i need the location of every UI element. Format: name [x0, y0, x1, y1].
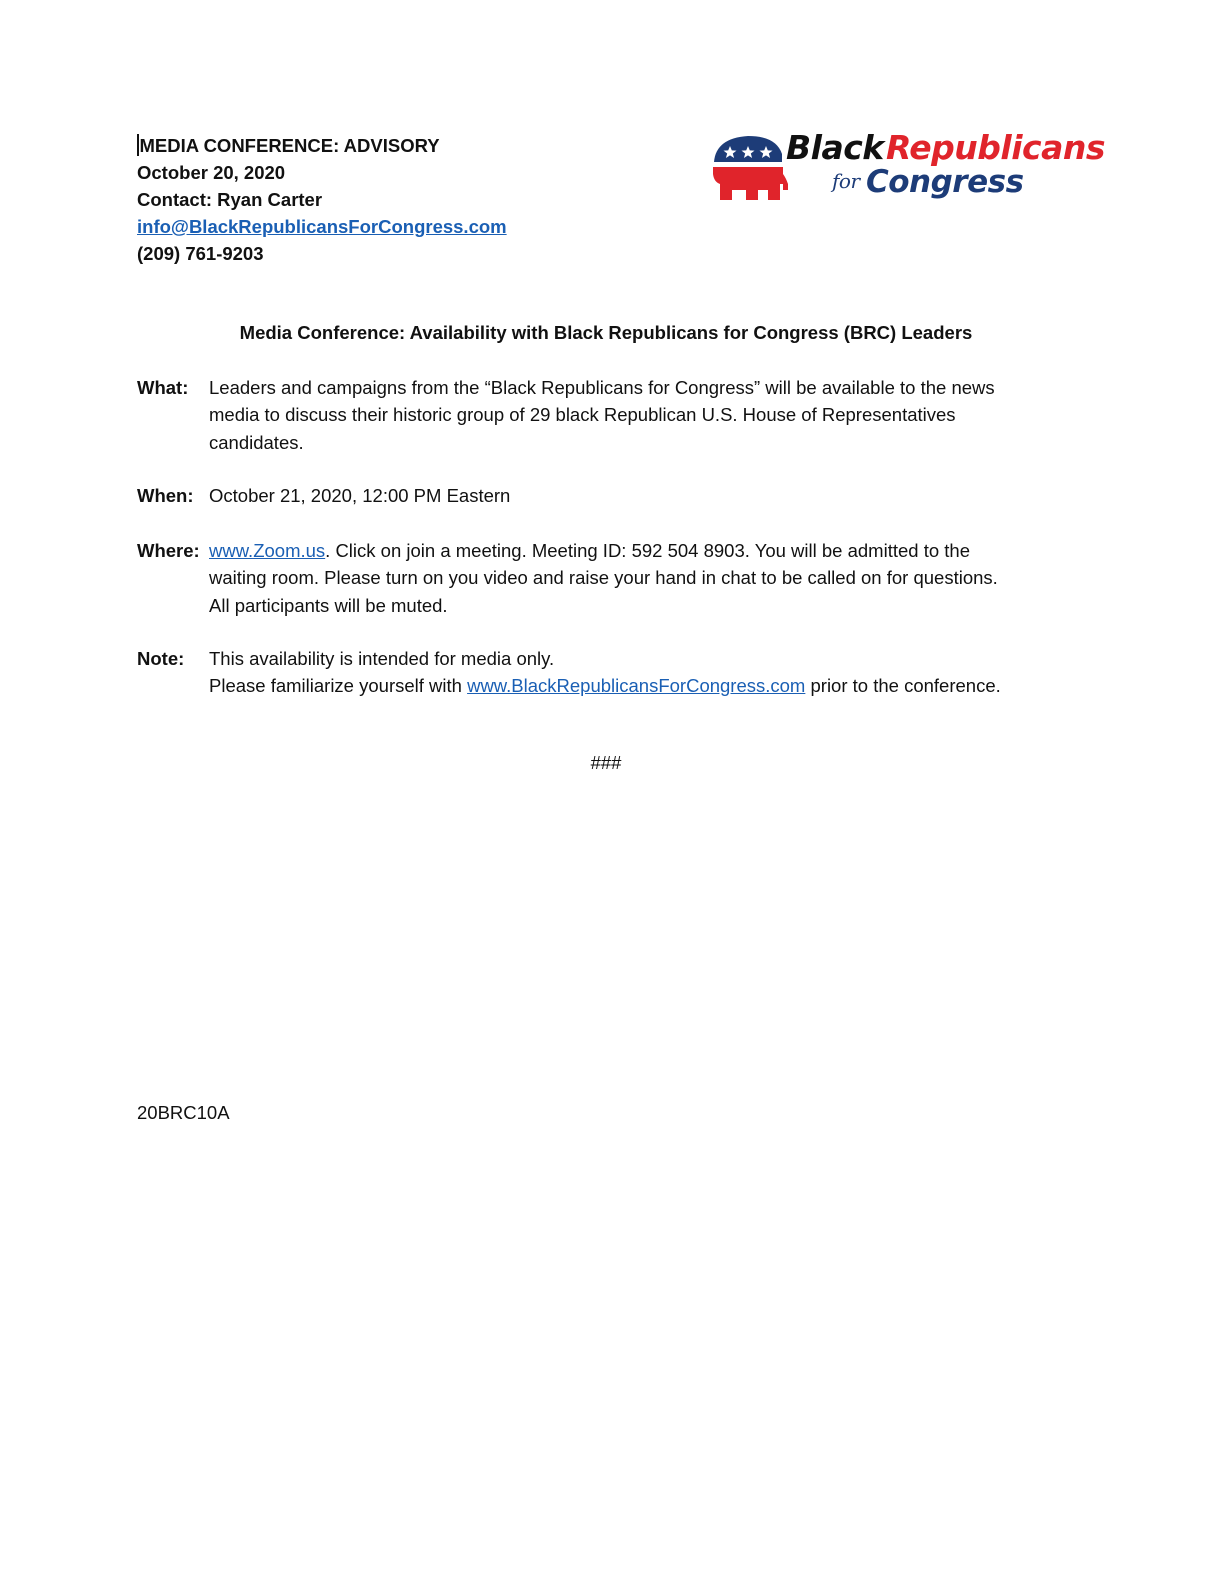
brc-logo — [710, 128, 1105, 212]
contact-name: Contact: Ryan Carter — [137, 189, 323, 210]
contact-email-link[interactable]: info@BlackRepublicansForCongress.com — [137, 216, 507, 237]
when-text: October 21, 2020, 12:00 PM Eastern — [209, 485, 511, 506]
when-label: When: — [137, 485, 194, 506]
where-text: . Click on join a meeting. Meeting ID: 592 504 8903. You will be admitted to the waiting room. Please turn on you video and raise your hand in chat to be called on for questions. All participants will be muted. — [209, 540, 998, 616]
what-label: What: — [137, 377, 189, 398]
contact-phone: (209) 761-9203 — [137, 243, 264, 264]
note-label: Note: — [137, 648, 185, 669]
note-line-2-suffix: prior to the conference. — [805, 675, 1001, 697]
note-body — [209, 645, 1097, 700]
where-body — [209, 537, 1097, 619]
document-code: 20BRC10A — [137, 1102, 230, 1123]
logo-word-congress: Congress — [866, 164, 1024, 200]
advisory-header — [137, 132, 507, 267]
republican-elephant-icon — [710, 134, 790, 208]
advisory-heading-line — [137, 132, 507, 159]
note-section — [137, 645, 1097, 700]
logo-word-republicans: Republicans — [886, 128, 1105, 167]
advisory-heading: MEDIA CONFERENCE: ADVISORY — [139, 135, 440, 156]
logo-word-black: Black — [786, 128, 884, 167]
where-section — [137, 537, 1097, 619]
document-title: Media Conference: Availability with Black Republicans for Congress (BRC) Leaders — [239, 322, 973, 343]
end-mark: ### — [590, 752, 622, 773]
website-link[interactable]: www.BlackRepublicansForCongress.com — [467, 675, 806, 697]
logo-word-for: for — [832, 169, 860, 193]
advisory-date: October 20, 2020 — [137, 162, 286, 183]
zoom-link[interactable]: www.Zoom.us — [209, 540, 326, 561]
what-text: Leaders and campaigns from the “Black Republicans for Congress” will be available to the news media to discuss their historic group of 29 black Republican U.S. House of Representatives candidates. — [209, 377, 995, 453]
text-cursor — [137, 134, 139, 156]
note-line-1: This availability is intended for media only. — [209, 648, 555, 669]
note-line-2-prefix: Please familiarize yourself with — [209, 675, 468, 697]
where-label: Where: — [137, 540, 200, 561]
when-section — [137, 482, 1097, 509]
what-section — [137, 374, 1097, 456]
